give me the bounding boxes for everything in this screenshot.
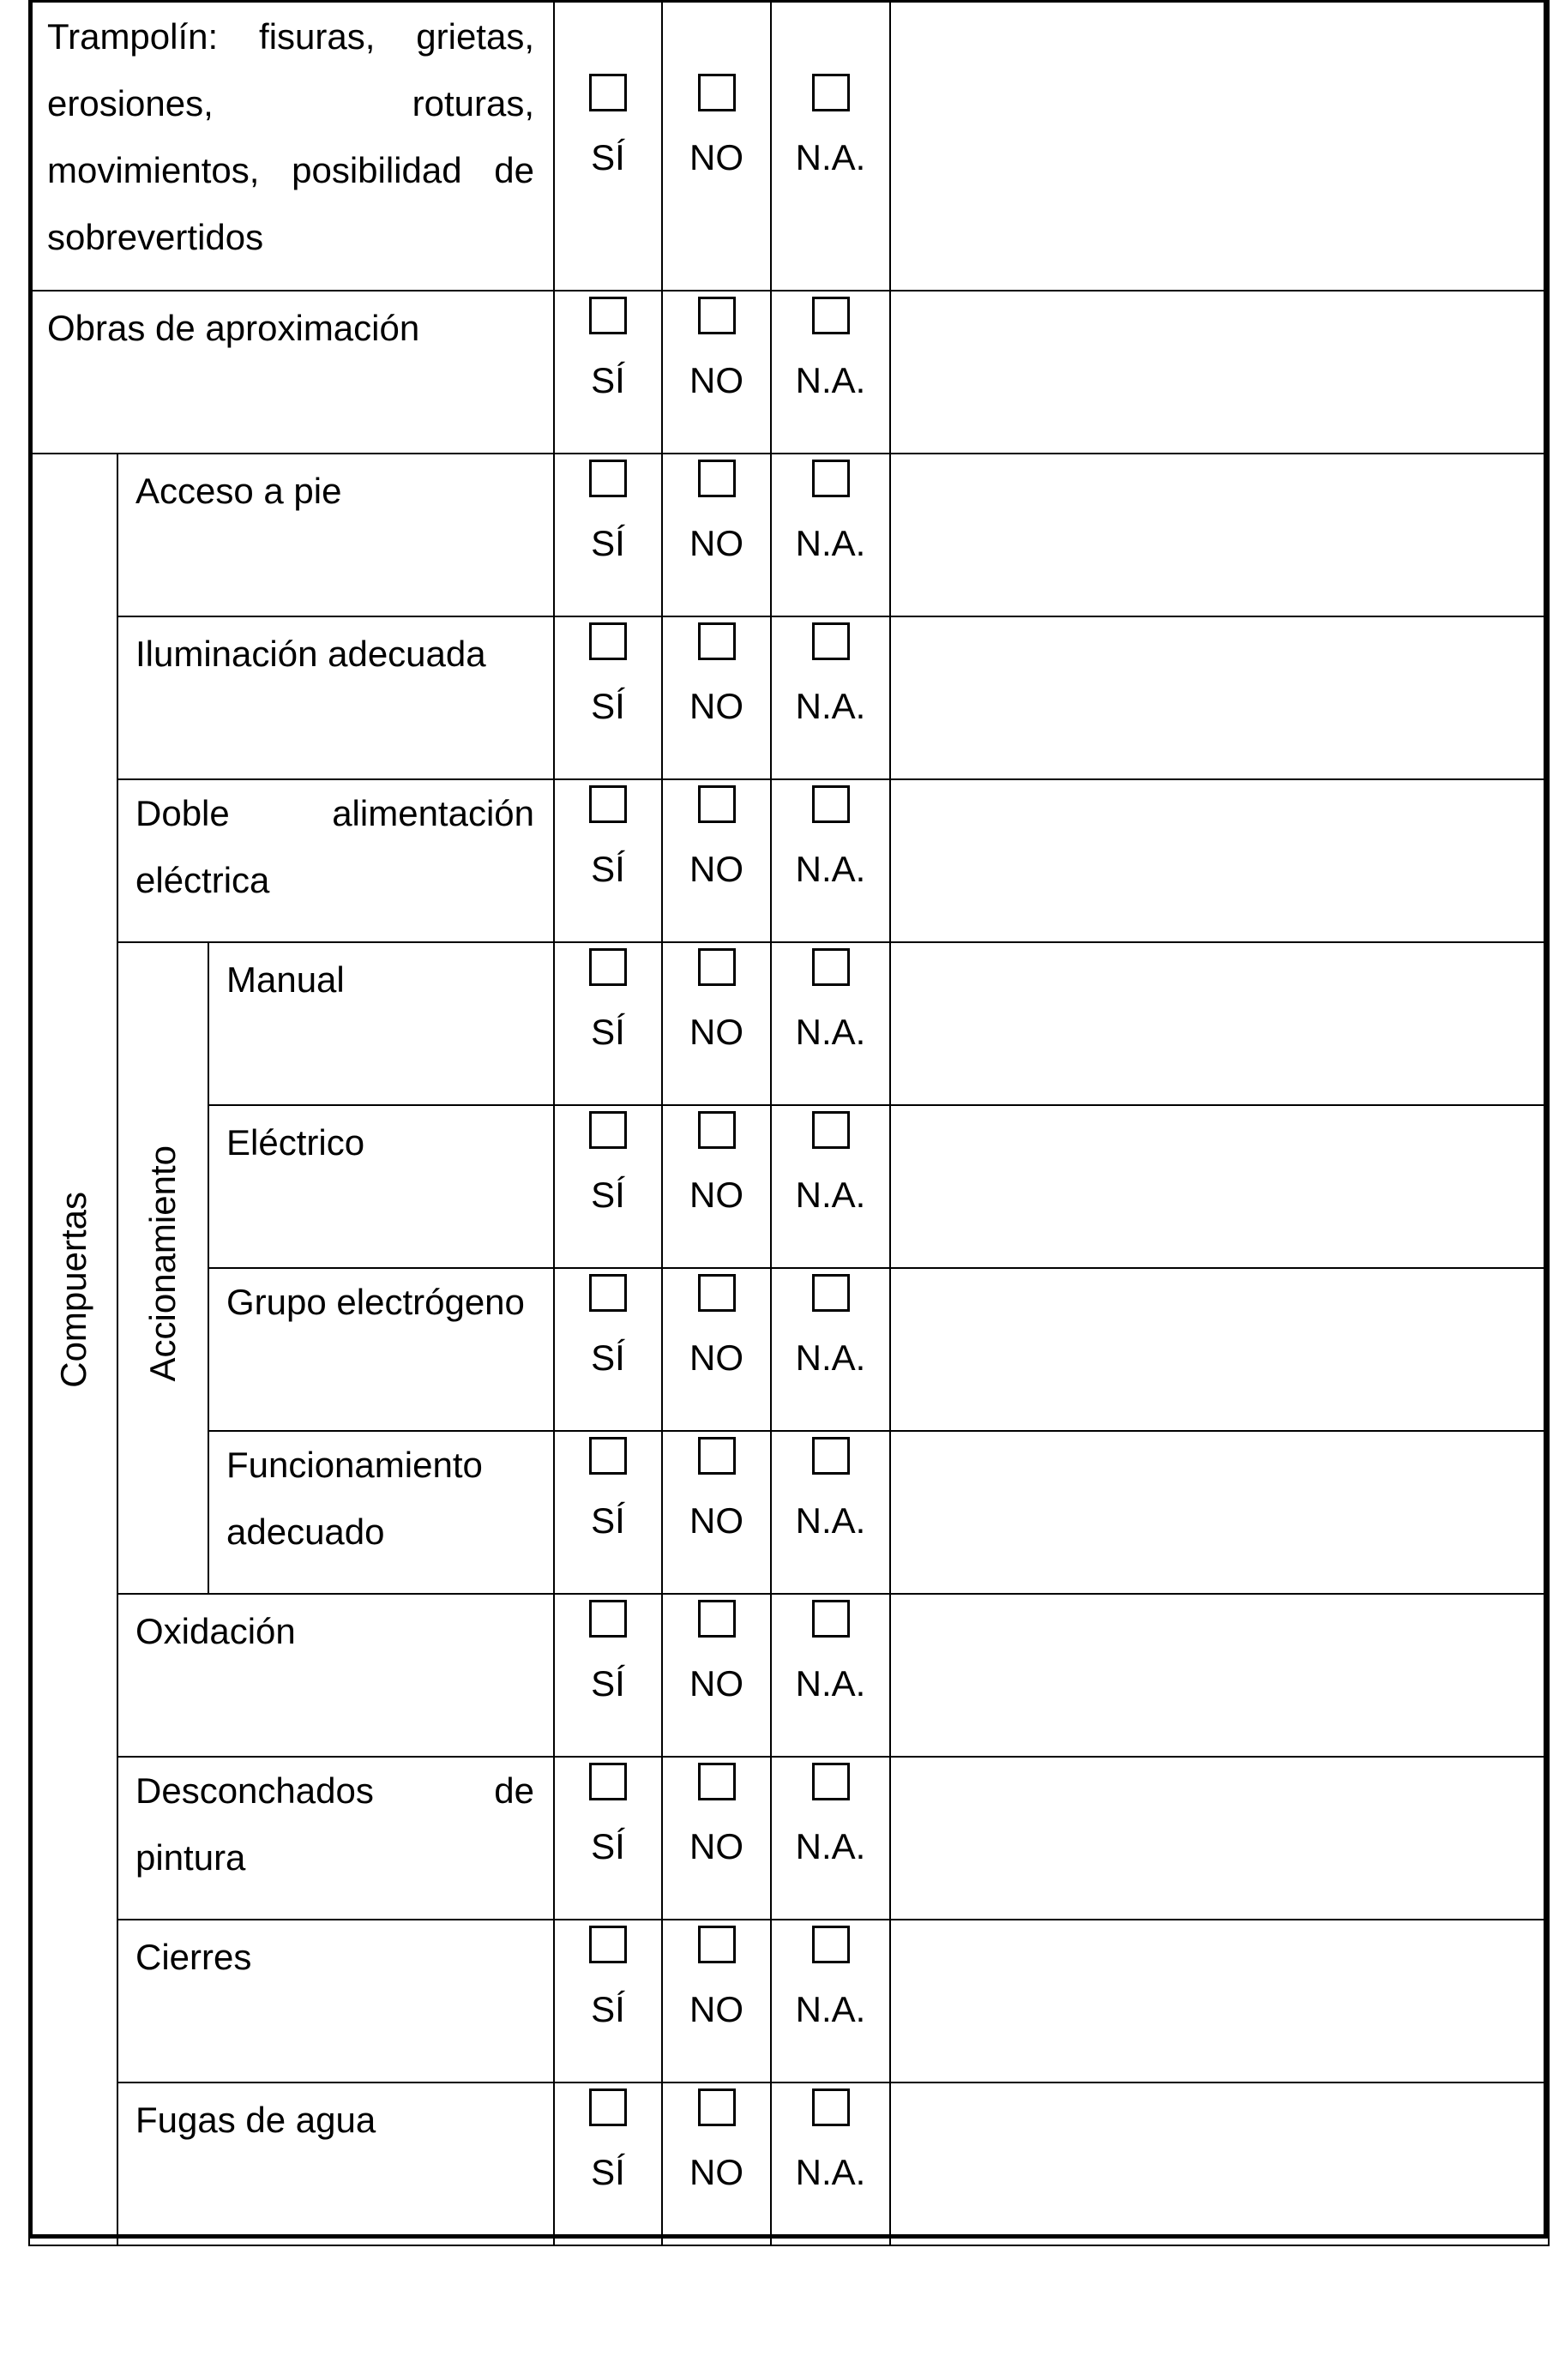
yes-checkbox[interactable] — [589, 948, 627, 986]
table-row — [29, 1268, 1549, 1431]
row-label: Oxidación — [117, 1594, 554, 1757]
no-label: NO — [689, 1663, 744, 1704]
table-row — [29, 1431, 1549, 1594]
na-label: N.A. — [795, 1175, 866, 1215]
table-row — [29, 454, 1549, 616]
yes-checkbox[interactable] — [589, 1274, 627, 1312]
yes-checkbox[interactable] — [589, 460, 627, 497]
notes-cell[interactable] — [890, 1431, 1549, 1594]
table-row — [29, 1, 1549, 291]
no-label: NO — [689, 137, 744, 177]
no-checkbox[interactable] — [698, 1111, 736, 1149]
no-label: NO — [689, 1989, 744, 2029]
no-checkbox[interactable] — [698, 2089, 736, 2126]
row-label: Acceso a pie — [117, 454, 554, 616]
no-checkbox[interactable] — [698, 297, 736, 334]
notes-cell[interactable] — [890, 454, 1549, 616]
yes-label: SÍ — [591, 1989, 625, 2029]
yes-label: SÍ — [591, 1826, 625, 1866]
na-label: N.A. — [795, 1012, 866, 1052]
na-label: N.A. — [795, 1500, 866, 1541]
na-cell — [771, 1, 890, 291]
na-label: N.A. — [795, 360, 866, 400]
na-checkbox[interactable] — [812, 948, 850, 986]
notes-cell[interactable] — [890, 1105, 1549, 1268]
yes-checkbox[interactable] — [589, 1926, 627, 1963]
table-row — [29, 942, 1549, 1105]
yes-cell — [554, 1, 662, 291]
no-label: NO — [689, 686, 744, 726]
notes-cell[interactable] — [890, 2082, 1549, 2245]
table-row — [29, 1105, 1549, 1268]
no-label: NO — [689, 2152, 744, 2192]
na-label: N.A. — [795, 849, 866, 889]
no-checkbox[interactable] — [698, 785, 736, 823]
yes-checkbox[interactable] — [589, 622, 627, 660]
yes-checkbox[interactable] — [589, 785, 627, 823]
no-label: NO — [689, 1012, 744, 1052]
no-checkbox[interactable] — [698, 622, 736, 660]
no-label: NO — [689, 1826, 744, 1866]
subgroup-label: Accionamiento — [142, 1145, 183, 1382]
table-row — [29, 1594, 1549, 1757]
na-checkbox[interactable] — [812, 622, 850, 660]
na-checkbox[interactable] — [812, 1926, 850, 1963]
group-label: Compuertas — [52, 1192, 93, 1388]
notes-cell[interactable] — [890, 1594, 1549, 1757]
na-label: N.A. — [795, 1989, 866, 2029]
no-checkbox[interactable] — [698, 1600, 736, 1638]
na-checkbox[interactable] — [812, 1763, 850, 1800]
yes-label: SÍ — [591, 2152, 625, 2192]
yes-label: SÍ — [591, 523, 625, 563]
row-label: Funcionamiento adecuado — [208, 1431, 554, 1594]
notes-cell[interactable] — [890, 1757, 1549, 1920]
notes-cell[interactable] — [890, 1920, 1549, 2082]
table-row — [29, 1920, 1549, 2082]
yes-checkbox[interactable] — [589, 1111, 627, 1149]
row-label: Grupo electrógeno — [208, 1268, 554, 1431]
na-checkbox[interactable] — [812, 460, 850, 497]
na-checkbox[interactable] — [812, 1437, 850, 1475]
no-checkbox[interactable] — [698, 948, 736, 986]
yes-label: SÍ — [591, 360, 625, 400]
table-row — [29, 779, 1549, 942]
no-checkbox[interactable] — [698, 1437, 736, 1475]
table-row — [29, 291, 1549, 454]
yes-label: SÍ — [591, 1337, 625, 1378]
row-label: Obras de aproximación — [29, 291, 554, 454]
no-label: NO — [689, 1500, 744, 1541]
na-checkbox[interactable] — [812, 297, 850, 334]
no-checkbox[interactable] — [698, 1274, 736, 1312]
no-checkbox[interactable] — [698, 1926, 736, 1963]
yes-checkbox[interactable] — [589, 1763, 627, 1800]
yes-checkbox[interactable] — [589, 1437, 627, 1475]
na-label: N.A. — [795, 2152, 866, 2192]
na-checkbox[interactable] — [812, 74, 850, 111]
table-row — [29, 2082, 1549, 2245]
no-checkbox[interactable] — [698, 1763, 736, 1800]
na-checkbox[interactable] — [812, 2089, 850, 2126]
group-label-cell — [29, 454, 117, 2245]
no-label: NO — [689, 523, 744, 563]
na-label: N.A. — [795, 137, 866, 177]
no-label: NO — [689, 360, 744, 400]
notes-cell[interactable] — [890, 942, 1549, 1105]
no-checkbox[interactable] — [698, 460, 736, 497]
na-label: N.A. — [795, 686, 866, 726]
na-label: N.A. — [795, 1826, 866, 1866]
na-checkbox[interactable] — [812, 1600, 850, 1638]
row-label: Doble alimentación eléctrica — [117, 779, 554, 942]
yes-checkbox[interactable] — [589, 297, 627, 334]
yes-checkbox[interactable] — [589, 74, 627, 111]
row-label: Fugas de agua — [117, 2082, 554, 2245]
no-label: NO — [689, 849, 744, 889]
inspection-checklist-table — [28, 0, 1550, 2246]
notes-cell[interactable] — [890, 1268, 1549, 1431]
na-checkbox[interactable] — [812, 1274, 850, 1312]
yes-label: SÍ — [591, 1175, 625, 1215]
yes-label: SÍ — [591, 686, 625, 726]
na-checkbox[interactable] — [812, 785, 850, 823]
row-label: Cierres — [117, 1920, 554, 2082]
row-label: Desconchados de pintura — [117, 1757, 554, 1920]
notes-cell[interactable] — [890, 616, 1549, 779]
row-label: Eléctrico — [208, 1105, 554, 1268]
row-label: Manual — [208, 942, 554, 1105]
no-checkbox[interactable] — [698, 74, 736, 111]
yes-checkbox[interactable] — [589, 1600, 627, 1638]
notes-cell[interactable] — [890, 1, 1549, 291]
na-checkbox[interactable] — [812, 1111, 850, 1149]
na-label: N.A. — [795, 1663, 866, 1704]
table-row — [29, 1757, 1549, 1920]
yes-label: SÍ — [591, 849, 625, 889]
no-cell — [662, 1, 771, 291]
row-label: Trampolín: fisuras, grietas, erosiones, roturas, movimientos, posibilidad de sobrevertidos — [29, 1, 554, 291]
yes-checkbox[interactable] — [589, 2089, 627, 2126]
yes-label: SÍ — [591, 1663, 625, 1704]
row-label: Iluminación adecuada — [117, 616, 554, 779]
na-label: N.A. — [795, 1337, 866, 1378]
notes-cell[interactable] — [890, 779, 1549, 942]
notes-cell[interactable] — [890, 291, 1549, 454]
yes-label: SÍ — [591, 1012, 625, 1052]
subgroup-label-cell — [117, 942, 208, 1594]
no-label: NO — [689, 1337, 744, 1378]
yes-label: SÍ — [591, 137, 625, 177]
yes-label: SÍ — [591, 1500, 625, 1541]
table-row — [29, 616, 1549, 779]
no-label: NO — [689, 1175, 744, 1215]
na-label: N.A. — [795, 523, 866, 563]
